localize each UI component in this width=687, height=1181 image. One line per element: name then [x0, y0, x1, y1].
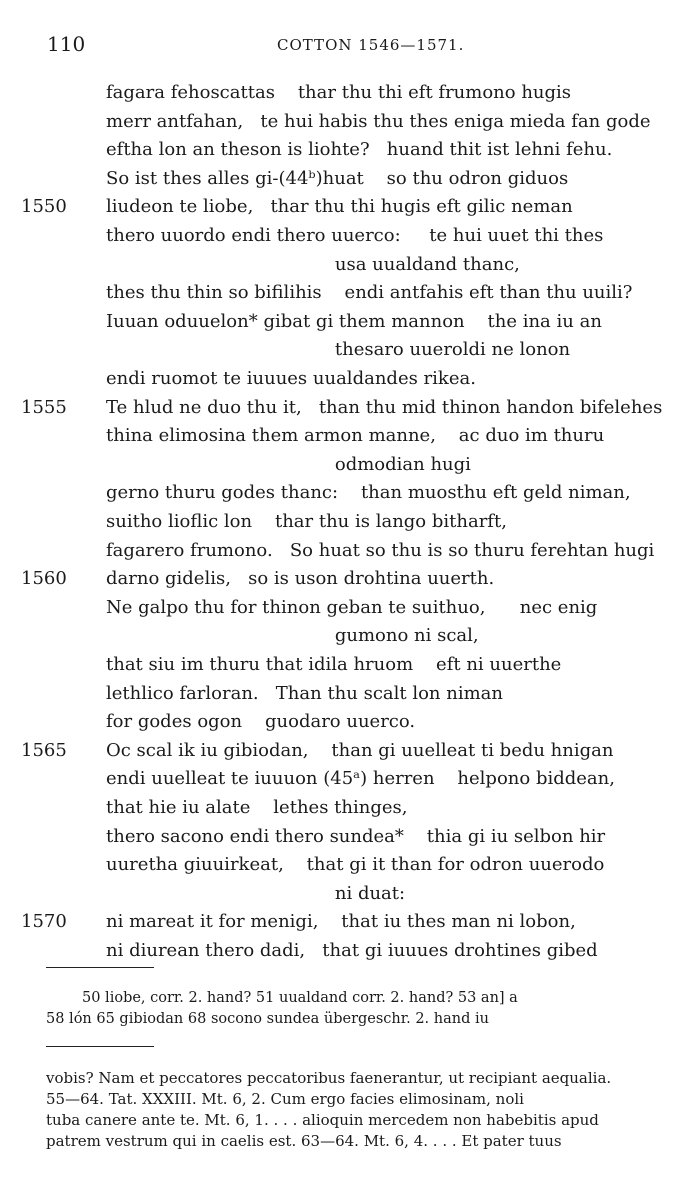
- verse-line: thina elimosina them armon manne, ac duo im thuru: [106, 425, 605, 447]
- verse-line: endi ruomot te iuuues uualdandes rikea.: [106, 368, 476, 389]
- source-note-line: patrem vestrum qui in caelis est. 63—64. Mt. 6, 4. . . . Et pater tuus: [46, 1132, 562, 1150]
- page-header: [47, 32, 647, 62]
- line-number: 1555: [21, 396, 67, 418]
- running-head: COTTON 1546—1571.: [277, 36, 465, 54]
- verse-line: eftha lon an theson is liohte? huand thit ist lehni fehu.: [106, 139, 613, 161]
- verse-line: Oc scal ik iu gibiodan, than gi uuelleat ti bedu hnigan: [106, 739, 614, 761]
- verse-line: thes thu thin so bifilihis endi antfahis eft than thu uuili?: [106, 282, 633, 304]
- verse-line: liudeon te liobe, thar thu thi hugis eft gilic neman: [106, 196, 573, 218]
- footnote-rule: [46, 967, 154, 968]
- verse-line: gumono ni scal,: [106, 625, 479, 647]
- verse-line: endi uuelleat te iuuuon (45ᵃ) herren helpono biddean,: [106, 768, 615, 790]
- page-number: 110: [47, 32, 86, 56]
- verse-line: darno gidelis, so is uson drohtina uuerth.: [106, 568, 495, 590]
- verse-line: thero uuordo endi thero uuerco: te hui uuet thi thes: [106, 225, 604, 246]
- line-number: 1565: [21, 739, 67, 761]
- line-number: 1560: [21, 568, 67, 590]
- verse-line: lethlico farloran. Than thu scalt lon niman: [106, 682, 503, 704]
- notes-rule: [46, 1046, 154, 1047]
- verse-line: fagarero frumono. So huat so thu is so thuru ferehtan hugi: [106, 539, 655, 561]
- verse-line: ni mareat it for menigi, that iu thes man ni lobon,: [106, 911, 576, 933]
- verse-line: fagara fehoscattas thar thu thi eft frumono hugis: [106, 82, 572, 103]
- verse-line: ni diurean thero dadi, that gi iuuues drohtines gibed: [106, 940, 598, 961]
- verse-line: So ist thes alles gi-(44ᵇ)huat so thu odron giduos: [106, 167, 569, 189]
- verse-line: ni duat:: [106, 882, 406, 904]
- source-note-line: vobis? Nam et peccatores peccatoribus faenerantur, ut recipiant aequalia.: [46, 1069, 612, 1087]
- verse-line: odmodian hugi: [106, 453, 471, 475]
- verse-line: Ne galpo thu for thinon geban te suithuo, nec enig: [106, 596, 598, 618]
- verse-line: merr antfahan, te hui habis thu thes eniga mieda fan gode: [106, 110, 651, 132]
- verse-line: Iuuan oduuelon* gibat gi them mannon the ina iu an: [106, 310, 602, 332]
- verse-line: gerno thuru godes thanc: than muosthu eft geld niman,: [106, 482, 631, 504]
- verse-line: that siu im thuru that idila hruom eft ni uuerthe: [106, 654, 562, 675]
- verse-line: Te hlud ne duo thu it, than thu mid thinon handon bifelehes: [106, 396, 663, 418]
- source-note-line: tuba canere ante te. Mt. 6, 1. . . . alioquin mercedem non habebitis apud: [46, 1111, 599, 1129]
- apparatus-line: 58 lón 65 gibiodan 68 socono sundea übergeschr. 2. hand iu: [46, 1011, 489, 1027]
- verse-line: thero sacono endi thero sundea* thia gi iu selbon hir: [106, 825, 606, 847]
- apparatus-line: 50 liobe, corr. 2. hand? 51 uualdand corr. 2. hand? 53 an] a: [82, 990, 518, 1006]
- verse-line: that hie iu alate lethes thinges,: [106, 797, 408, 818]
- line-number: 1570: [21, 911, 67, 933]
- verse-line: for godes ogon guodaro uuerco.: [106, 711, 416, 733]
- verse-line: suitho lioflic lon thar thu is lango bitharft,: [106, 511, 507, 532]
- line-number: 1550: [21, 196, 67, 218]
- verse-line: uuretha giuuirkeat, that gi it than for odron uuerodo: [106, 854, 605, 876]
- verse-line: thesaro uueroldi ne lonon: [106, 339, 571, 361]
- source-note-line: 55—64. Tat. XXXIII. Mt. 6, 2. Cum ergo facies elimosinam, noli: [46, 1090, 524, 1108]
- verse-line: usa uualdand thanc,: [106, 253, 520, 275]
